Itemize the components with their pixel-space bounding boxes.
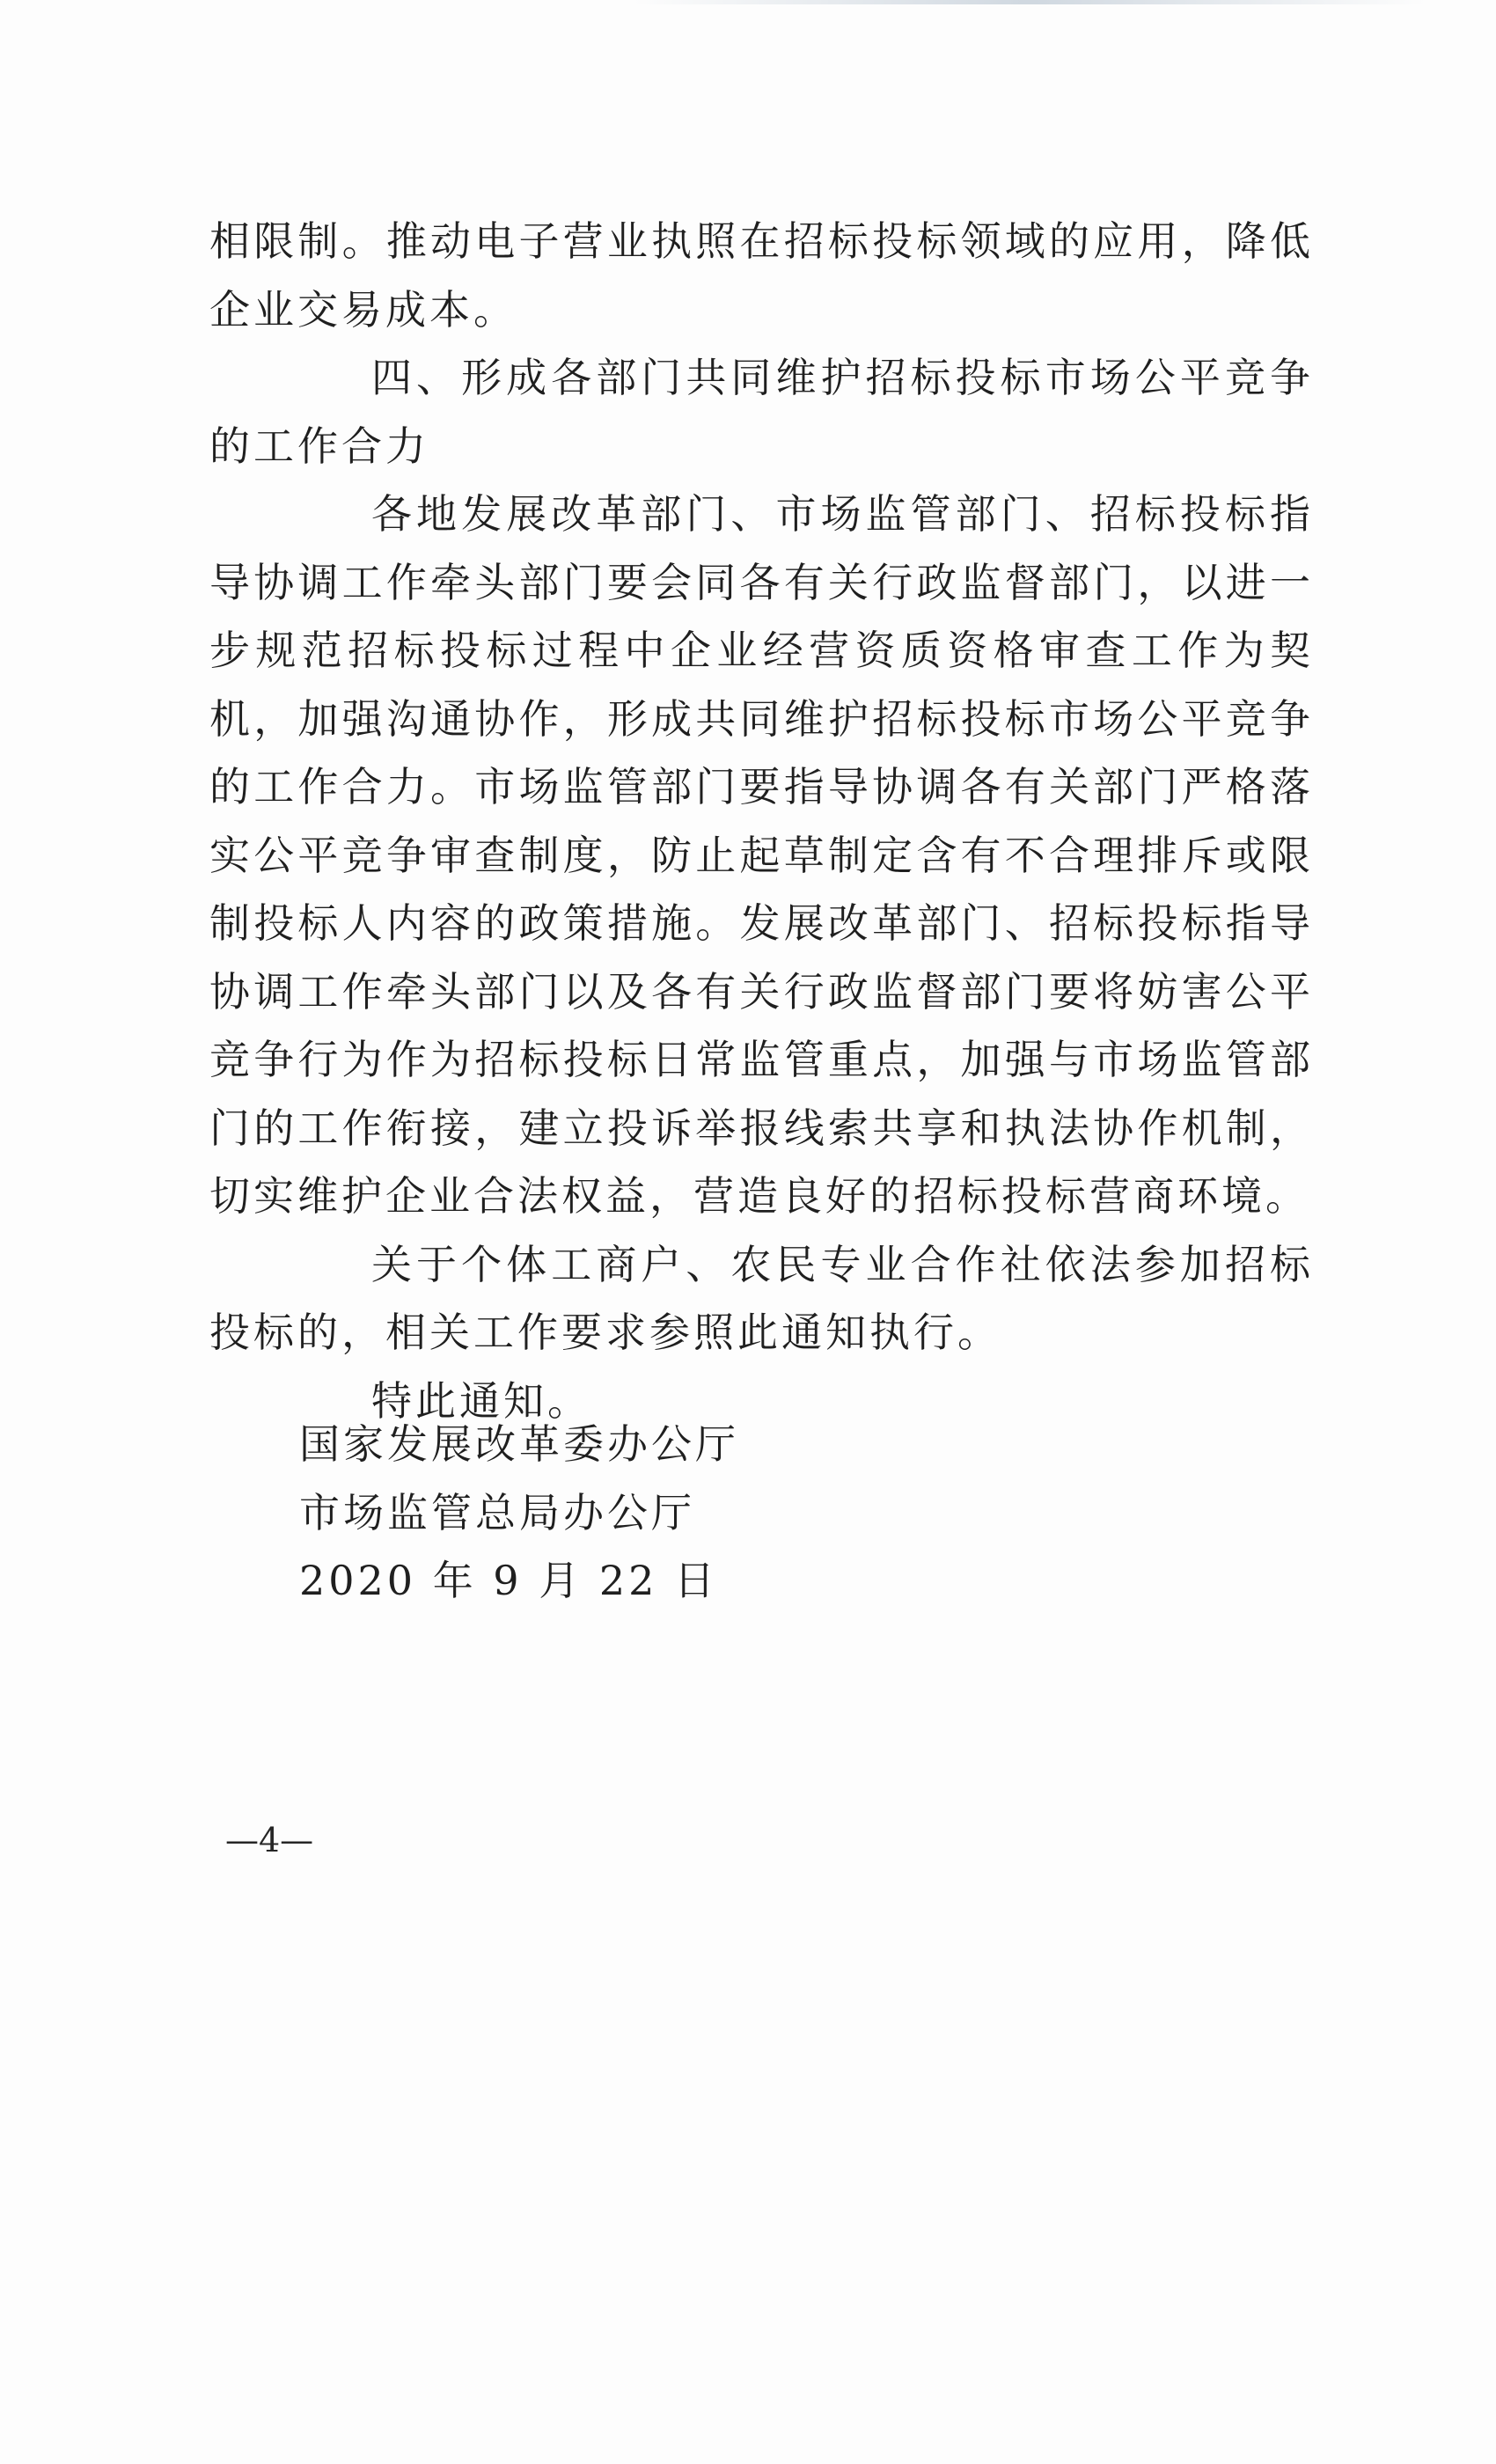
issuer-ndrc: 国家发展改革委办公厅 bbox=[299, 1420, 739, 1468]
paragraph-continuation: 相限制。推动电子营业执照在招标投标领域的应用，降低企业交易成本。 bbox=[209, 217, 1314, 334]
page-number: —4— bbox=[225, 1821, 314, 1859]
section-heading-four: 四、形成各部门共同维护招标投标市场公平竞争的工作合力 bbox=[209, 354, 1314, 470]
paragraph-coordination: 各地发展改革部门、市场监管部门、招标投标指导协调工作牵头部门要会同各有关行政监督部门，以进一步规范招标投标过程中企业经营资质资格审查工作为契机，加强沟通协作，形成共同维护招标投标市场公平竞争的工作合力。市场监管部门要指导协调各有关部门严格落实公平竞争审查制度，防止起草制定含有不合理排斥或限制投标人内容的政策措施。发展改革部门、招标投标指导协调工作牵头部门以及各有关行政监督部门要将妨害公平竞争行为作为招标投标日常监管重点，加强与市场监管部门的工作衔接，建立投诉举报线索共享和执法协作机制，切实维护企业合法权益，营造良好的招标投标营商环境。 bbox=[209, 490, 1314, 1220]
paragraph-scope: 关于个体工商户、农民专业合作社依法参加招标投标的，相关工作要求参照此通知执行。 bbox=[209, 1240, 1314, 1356]
scan-edge bbox=[634, 0, 1426, 4]
signature-block bbox=[299, 1411, 739, 1616]
issuer-samr: 市场监管总局办公厅 bbox=[299, 1488, 695, 1536]
paragraph-closing: 特此通知。 bbox=[371, 1376, 591, 1425]
issue-date: 2020 年 9 月 22 日 bbox=[299, 1557, 718, 1604]
document-body bbox=[209, 208, 1314, 1435]
